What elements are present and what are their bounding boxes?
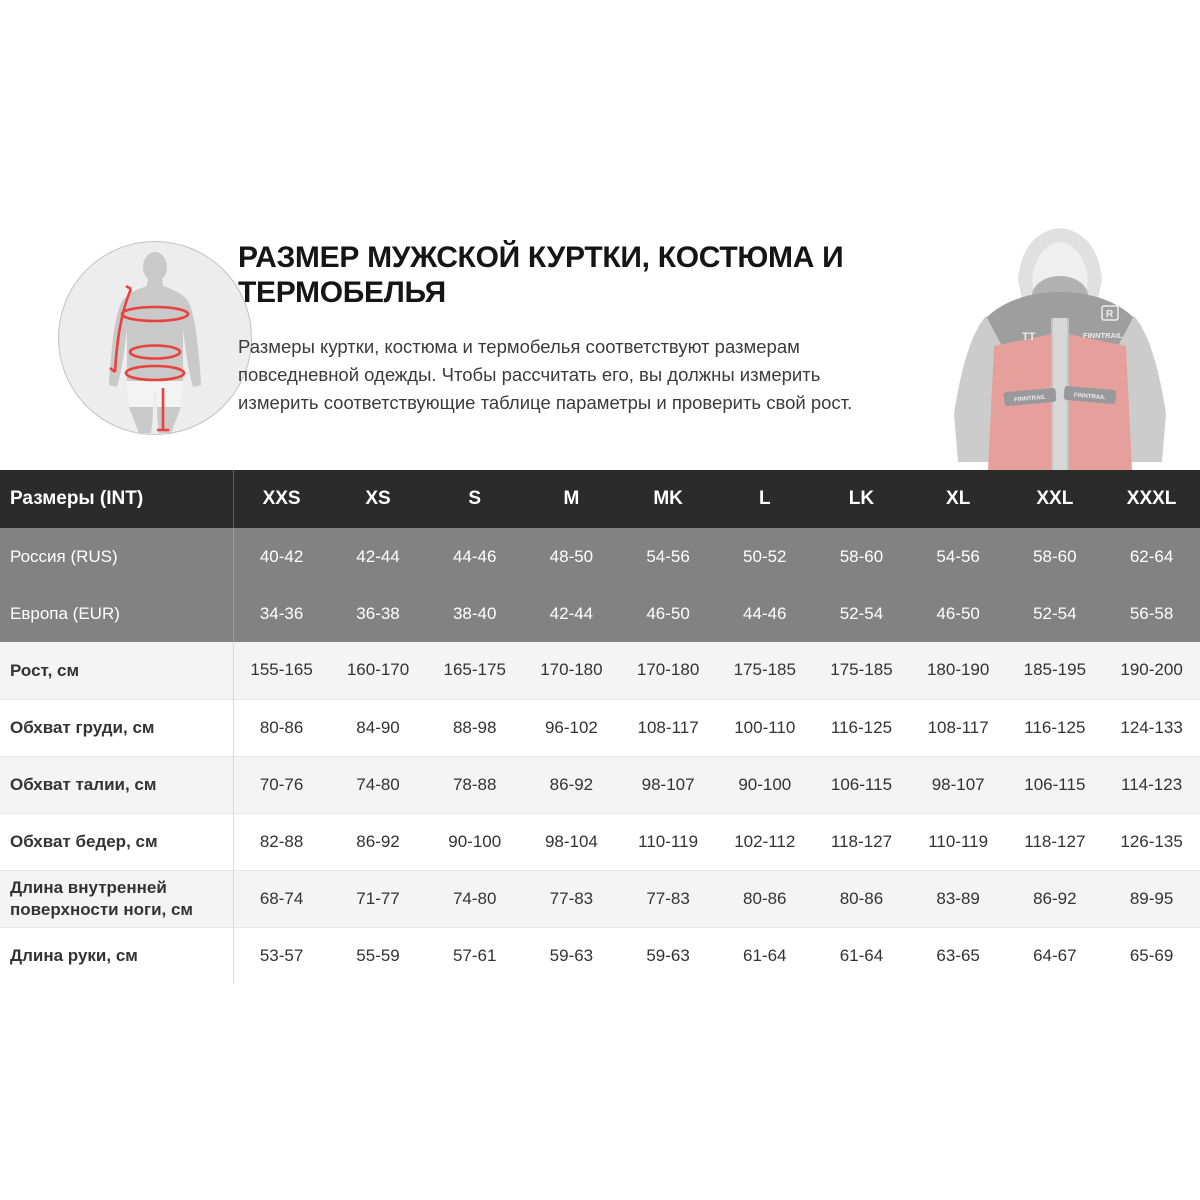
measurement-figure-icon: [57, 240, 253, 436]
table-cell: 110-119: [638, 831, 699, 851]
table-cell: 82-88: [259, 831, 304, 851]
row-label: Обхват бедер, см: [0, 813, 233, 870]
table-cell: 86-92: [549, 774, 594, 794]
table-cell: 118-127: [1024, 831, 1086, 851]
table-cell: 42-44: [549, 603, 594, 623]
table-cell: 80-86: [839, 888, 884, 908]
size-table-header-row: [0, 470, 1200, 528]
table-cell: 70-76: [259, 774, 304, 794]
table-cell: 175-185: [733, 660, 796, 680]
page-description: Размеры куртки, костюма и термобелья соответствуют размерам повседневной одежды. Чтобы рассчитать его, вы должны измерить измерить соответствующие таблице параметры и проверить свой рост.: [238, 336, 853, 413]
size-column-header-xs: XS: [365, 488, 391, 509]
table-cell: 42-44: [356, 546, 400, 566]
table-cell: 83-89: [936, 888, 980, 908]
table-cell: 86-92: [356, 831, 400, 851]
table-cell: 80-86: [743, 888, 787, 908]
table-cell: 80-86: [259, 717, 304, 737]
table-cell: 114-123: [1121, 774, 1183, 794]
table-row: [0, 528, 1200, 585]
table-cell: 102-112: [734, 831, 796, 851]
size-column-header-mk: MK: [653, 488, 683, 509]
product-jacket-image: [948, 222, 1172, 470]
table-cell: 61-64: [743, 945, 787, 965]
size-column-header-s: S: [468, 488, 482, 509]
table-cell: 175-185: [830, 660, 893, 680]
svg-text:FINNTRAIL: FINNTRAIL: [1073, 392, 1106, 402]
table-cell: 96-102: [544, 717, 598, 737]
table-cell: 53-57: [259, 945, 304, 965]
table-cell: 46-50: [646, 603, 690, 623]
table-cell: 74-80: [356, 774, 400, 794]
table-cell: 64-67: [1033, 945, 1077, 965]
table-cell: 54-56: [646, 546, 690, 566]
table-cell: 38-40: [452, 603, 497, 623]
table-cell: 78-88: [452, 774, 497, 794]
table-cell: 52-54: [1033, 603, 1077, 623]
table-row: [0, 927, 1200, 984]
size-column-header-xxxl: XXXL: [1126, 488, 1177, 509]
table-cell: 62-64: [1129, 546, 1174, 566]
table-cell: 116-125: [1024, 717, 1086, 737]
table-cell: 124-133: [1120, 717, 1183, 737]
table-cell: 116-125: [830, 717, 893, 737]
table-cell: 56-58: [1129, 603, 1174, 623]
svg-text:FINNTRAIL: FINNTRAIL: [1083, 331, 1123, 340]
table-cell: 108-117: [637, 717, 699, 737]
table-cell: 185-195: [1023, 660, 1087, 680]
size-column-header-lk: LK: [848, 488, 875, 509]
table-cell: 89-95: [1129, 888, 1174, 908]
table-cell: 58-60: [839, 546, 884, 566]
table-row: [0, 756, 1200, 813]
table-cell: 106-115: [1024, 774, 1086, 794]
table-cell: 98-104: [544, 831, 598, 851]
svg-text:FINNTRAIL: FINNTRAIL: [1013, 394, 1047, 404]
table-cell: 59-63: [549, 945, 594, 965]
table-cell: 68-74: [259, 888, 304, 908]
table-cell: 54-56: [936, 546, 980, 566]
size-guide-header: [0, 0, 1200, 470]
table-cell: 98-107: [931, 774, 985, 794]
table-cell: 126-135: [1120, 831, 1183, 851]
table-cell: 118-127: [830, 831, 893, 851]
row-label: Обхват талии, см: [0, 756, 233, 813]
table-cell: 180-190: [926, 660, 990, 680]
row-label: Россия (RUS): [0, 528, 233, 585]
size-column-header-xl: XL: [946, 488, 971, 509]
table-cell: 44-46: [743, 603, 787, 623]
table-row: [0, 642, 1200, 699]
size-table: [0, 470, 1200, 984]
table-cell: 170-180: [636, 660, 700, 680]
table-row: [0, 585, 1200, 642]
size-column-header-xxs: XXS: [262, 488, 301, 509]
table-cell: 65-69: [1129, 945, 1174, 965]
table-cell: 52-54: [839, 603, 884, 623]
table-cell: 100-110: [734, 717, 796, 737]
table-cell: 74-80: [452, 888, 497, 908]
page-title: РАЗМЕР МУЖСКОЙ КУРТКИ, КОСТЮМА И ТЕРМОБЕЛЬЯ: [238, 241, 844, 310]
table-cell: 84-90: [356, 717, 400, 737]
jacket-icon: [948, 222, 1172, 470]
table-cell: 98-107: [641, 774, 695, 794]
table-cell: 48-50: [549, 546, 594, 566]
row-label: Длина внутренней поверхности ноги, см: [0, 870, 233, 927]
table-cell: 160-170: [346, 660, 410, 680]
row-label: Длина руки, см: [0, 927, 233, 984]
svg-text:TT: TT: [1022, 331, 1036, 343]
table-cell: 59-63: [646, 945, 690, 965]
row-label: Обхват груди, см: [0, 699, 233, 756]
table-cell: 190-200: [1120, 660, 1183, 680]
table-cell: 71-77: [356, 888, 400, 908]
row-label: Рост, см: [0, 642, 233, 699]
table-cell: 88-98: [452, 717, 497, 737]
table-cell: 46-50: [936, 603, 980, 623]
table-cell: 34-36: [259, 603, 304, 623]
table-row: [0, 813, 1200, 870]
table-cell: 63-65: [936, 945, 980, 965]
size-column-header-m: M: [563, 488, 580, 509]
table-row: [0, 699, 1200, 756]
table-cell: 77-83: [646, 888, 690, 908]
row-label: Европа (EUR): [0, 585, 233, 642]
table-cell: 61-64: [839, 945, 884, 965]
table-cell: 36-38: [356, 603, 400, 623]
table-cell: 44-46: [452, 546, 497, 566]
table-cell: 57-61: [452, 945, 497, 965]
table-cell: 106-115: [830, 774, 893, 794]
table-cell: 77-83: [549, 888, 594, 908]
table-cell: 170-180: [540, 660, 603, 680]
table-cell: 108-117: [927, 717, 989, 737]
table-cell: 55-59: [356, 945, 400, 965]
table-cell: 86-92: [1033, 888, 1077, 908]
size-column-header-xxl: XXL: [1036, 488, 1074, 509]
table-cell: 90-100: [448, 831, 502, 851]
table-cell: 50-52: [743, 546, 787, 566]
table-cell: 155-165: [250, 660, 313, 680]
table-cell: 110-119: [928, 831, 989, 851]
table-cell: 58-60: [1033, 546, 1077, 566]
size-table-corner-label: Размеры (INT): [0, 470, 233, 528]
table-cell: 40-42: [259, 546, 304, 566]
size-column-header-l: L: [758, 488, 771, 509]
svg-text:R: R: [1106, 309, 1114, 320]
table-row: [0, 870, 1200, 927]
body-measurement-illustration: [57, 240, 253, 441]
table-cell: 90-100: [738, 774, 792, 794]
table-cell: 165-175: [443, 660, 506, 680]
